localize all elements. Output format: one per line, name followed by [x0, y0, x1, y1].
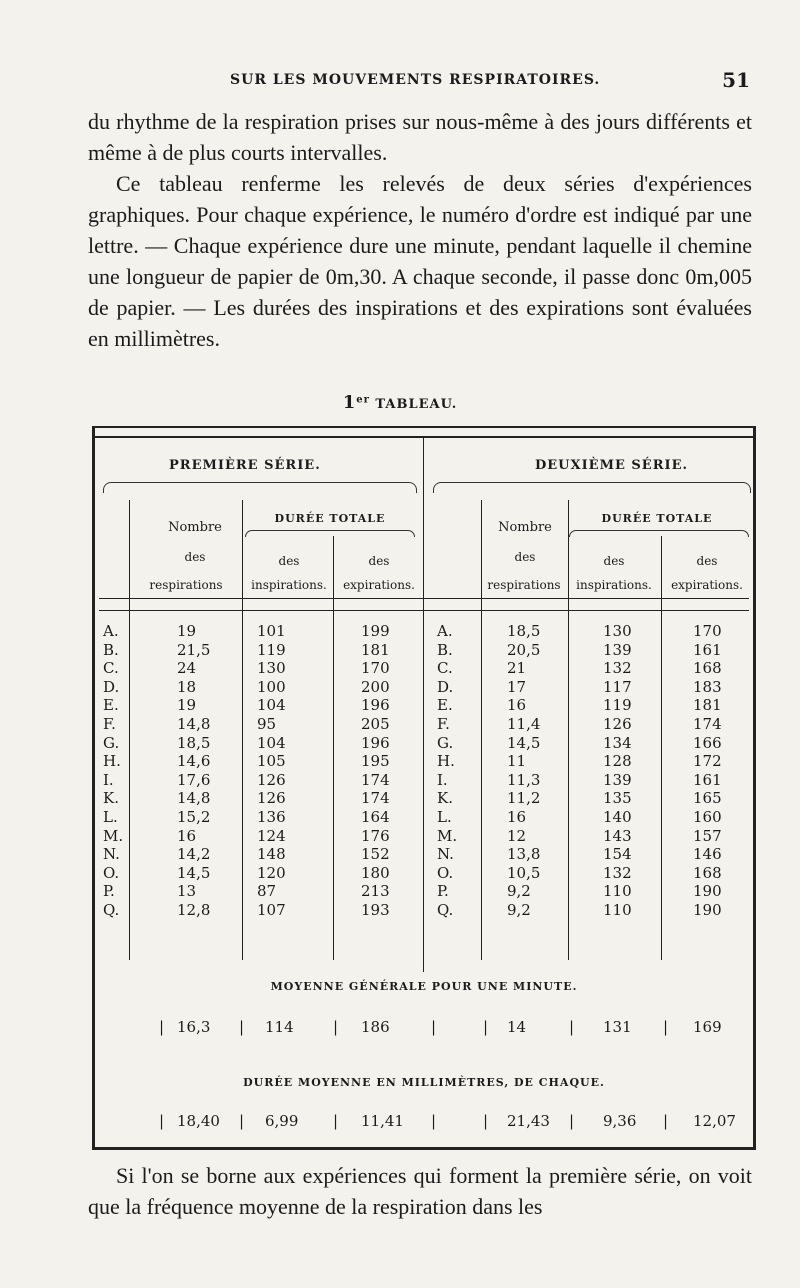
summary-value: 131 [603, 1018, 632, 1036]
column-separator: | [159, 1018, 165, 1036]
row-letter: M. [103, 826, 124, 845]
row-letter: K. [103, 789, 119, 808]
column-separator: | [569, 1018, 575, 1036]
row-letter: O. [437, 863, 454, 882]
inspirations-cell: 136 [257, 808, 286, 826]
expirations-cell: 174 [361, 789, 390, 808]
respirations-cell: 16 [507, 696, 527, 715]
row-letter: B. [437, 640, 453, 659]
inspirations-cell: 100 [257, 677, 286, 696]
series2-nombre: Nombre [498, 520, 552, 535]
expirations-cell: 152 [361, 845, 390, 864]
inspirations-cell: 130 [257, 659, 286, 678]
page-number: 51 [722, 68, 750, 92]
inspirations-cell: 117 [603, 677, 632, 696]
table-row [95, 752, 753, 770]
row-letter: A. [437, 622, 453, 640]
column-separator: | [239, 1112, 245, 1130]
expirations-cell: 213 [361, 882, 390, 901]
respirations-cell: 12,8 [177, 901, 211, 919]
inspirations-cell: 132 [603, 863, 632, 882]
inspirations-cell: 119 [257, 640, 286, 659]
respirations-cell: 14,8 [177, 715, 211, 733]
row-letter: K. [437, 789, 453, 808]
respirations-cell: 14,5 [177, 863, 211, 882]
row-letter: E. [437, 696, 453, 715]
respirations-cell: 11 [507, 752, 527, 771]
table-row [95, 678, 753, 696]
summary-value: 14 [507, 1018, 527, 1036]
series1-des-3: des [368, 554, 390, 568]
inspirations-cell: 135 [603, 789, 632, 808]
series1-nombre: Nombre [168, 520, 222, 535]
expirations-cell: 180 [361, 863, 390, 882]
row-letter: B. [103, 640, 119, 659]
series1-des-1: des [184, 550, 206, 564]
inspirations-cell: 119 [603, 696, 632, 715]
table-row [95, 789, 753, 807]
row-letter: F. [103, 715, 116, 733]
expirations-cell: 181 [361, 640, 390, 659]
row-letter: H. [103, 752, 121, 771]
respirations-cell: 20,5 [507, 640, 541, 659]
expirations-cell: 174 [693, 715, 722, 733]
column-separator: | [663, 1112, 669, 1130]
inspirations-cell: 128 [603, 752, 632, 771]
row-letter: L. [103, 808, 118, 826]
paragraph-3: Si l'on se borne aux expériences qui forment la première série, on voit que la fréquence moyenne de la respiration dans les [88, 1163, 752, 1219]
expirations-cell: 161 [693, 640, 722, 659]
table-caption [0, 392, 800, 413]
respirations-cell: 19 [177, 696, 197, 715]
expirations-cell: 172 [693, 752, 722, 771]
summary-value: 186 [361, 1018, 390, 1036]
respirations-cell: 17,6 [177, 770, 211, 789]
expirations-cell: 195 [361, 752, 390, 771]
expirations-cell: 164 [361, 808, 390, 826]
inspirations-cell: 95 [257, 715, 277, 733]
inspirations-cell: 143 [603, 826, 632, 845]
respirations-cell: 18,5 [177, 733, 211, 752]
row-letter: C. [103, 659, 119, 678]
inspirations-cell: 104 [257, 733, 286, 752]
inspirations-cell: 139 [603, 640, 632, 659]
row-letter: D. [437, 677, 454, 696]
row-letter: H. [437, 752, 455, 771]
inspirations-cell: 87 [257, 882, 277, 901]
respirations-cell: 13,8 [507, 845, 541, 864]
expirations-cell: 146 [693, 845, 722, 864]
table-caption-word: TABLEAU. [375, 397, 458, 412]
row-letter: F. [437, 715, 450, 733]
table-row [95, 659, 753, 677]
table-row [95, 771, 753, 789]
inspirations-cell: 132 [603, 659, 632, 678]
row-letter: G. [437, 733, 454, 752]
expirations-cell: 196 [361, 733, 390, 752]
expirations-cell: 190 [693, 901, 722, 919]
table-inner-rule [95, 436, 753, 438]
summary-value: 12,07 [693, 1112, 736, 1130]
series1-des-2: des [278, 554, 300, 568]
respirations-cell: 21 [507, 659, 527, 678]
duree-moyenne-title: DURÉE MOYENNE EN MILLIMÈTRES, DE CHAQUE. [243, 1076, 605, 1089]
inspirations-cell: 126 [257, 789, 286, 808]
inspirations-cell: 126 [603, 715, 632, 733]
inspirations-cell: 110 [603, 882, 632, 901]
series1-title: PREMIÈRE SÉRIE. [169, 458, 321, 473]
column-separator: | [663, 1018, 669, 1036]
expirations-cell: 174 [361, 770, 390, 789]
expirations-cell: 166 [693, 733, 722, 752]
table-row [95, 622, 753, 640]
paragraph-2: Ce tableau renferme les relevés de deux séries d'expériences graphiques. Pour chaque expérience, le numéro d'ordre est indiqué par une lettre. — Chaque expérience dure une minute, pendant laquelle il chemine une longueur de papier de 0m,30. A chaque seconde, il passe donc 0m,005 de papier. — Les durées des inspirations et des expirations sont évaluées en millimètres. [88, 171, 752, 351]
column-separator: | [159, 1112, 165, 1130]
series2-des-3: des [696, 554, 718, 568]
table-row [95, 882, 753, 900]
expirations-cell: 165 [693, 789, 722, 808]
column-separator: | [239, 1018, 245, 1036]
inspirations-cell: 120 [257, 863, 286, 882]
respirations-cell: 13 [177, 882, 197, 901]
series1-inspirations: inspirations. [251, 578, 327, 592]
row-letter: E. [103, 696, 119, 715]
series1-brace [103, 482, 417, 493]
respirations-cell: 11,2 [507, 789, 541, 808]
running-title: SUR LES MOUVEMENTS RESPIRATOIRES. [230, 72, 601, 88]
inspirations-cell: 104 [257, 696, 286, 715]
row-letter: D. [103, 677, 120, 696]
column-separator: | [569, 1112, 575, 1130]
paragraph-bottom [88, 1160, 752, 1222]
row-letter: P. [437, 882, 449, 901]
table-row [95, 641, 753, 659]
column-separator: | [483, 1018, 489, 1036]
summary-value: 9,36 [603, 1112, 637, 1130]
inspirations-cell: 126 [257, 770, 286, 789]
respirations-cell: 19 [177, 622, 197, 640]
series1-duree-totale: DURÉE TOTALE [274, 512, 386, 525]
summary-value: 16,3 [177, 1018, 211, 1036]
expirations-cell: 168 [693, 659, 722, 678]
expirations-cell: 196 [361, 696, 390, 715]
inspirations-cell: 130 [603, 622, 632, 640]
column-separator: | [431, 1112, 437, 1130]
summary-value: 18,40 [177, 1112, 220, 1130]
respirations-cell: 17 [507, 677, 527, 696]
expirations-cell: 168 [693, 863, 722, 882]
respirations-cell: 21,5 [177, 640, 211, 659]
expirations-cell: 160 [693, 808, 722, 826]
series2-respirations: respirations [487, 578, 561, 592]
respirations-cell: 24 [177, 659, 197, 678]
summary-value: 114 [265, 1018, 294, 1036]
row-letter: I. [437, 770, 448, 789]
respirations-cell: 11,4 [507, 715, 541, 733]
inspirations-cell: 105 [257, 752, 286, 771]
respirations-cell: 18,5 [507, 622, 541, 640]
respirations-cell: 9,2 [507, 882, 531, 901]
expirations-cell: 170 [693, 622, 722, 640]
row-letter: G. [103, 733, 120, 752]
expirations-cell: 157 [693, 826, 722, 845]
row-letter: Q. [437, 901, 454, 919]
respirations-cell: 14,6 [177, 752, 211, 771]
respirations-cell: 14,2 [177, 845, 211, 864]
inspirations-cell: 107 [257, 901, 286, 919]
header-rule-2 [99, 610, 749, 611]
table-caption-sup: er [356, 394, 370, 406]
inspirations-cell: 124 [257, 826, 286, 845]
table-row [95, 827, 753, 845]
header-rule [99, 598, 749, 599]
moyenne-title: MOYENNE GÉNÉRALE POUR UNE MINUTE. [270, 980, 578, 993]
series2-duree-totale: DURÉE TOTALE [601, 512, 713, 525]
respirations-cell: 14,8 [177, 789, 211, 808]
data-table [92, 426, 756, 1150]
column-separator: | [333, 1018, 339, 1036]
row-letter: N. [437, 845, 454, 864]
expirations-cell: 193 [361, 901, 390, 919]
column-separator: | [333, 1112, 339, 1130]
respirations-cell: 15,2 [177, 808, 211, 826]
summary-value: 21,43 [507, 1112, 550, 1130]
paragraph-top [88, 106, 752, 354]
table-caption-number: 1 [342, 392, 357, 413]
row-letter: I. [103, 770, 114, 789]
series1-expirations: expirations. [343, 578, 415, 592]
inspirations-cell: 110 [603, 901, 632, 919]
summary-value: 11,41 [361, 1112, 404, 1130]
respirations-cell: 16 [507, 808, 527, 826]
column-separator: | [483, 1112, 489, 1130]
inspirations-cell: 139 [603, 770, 632, 789]
inspirations-cell: 148 [257, 845, 286, 864]
expirations-cell: 190 [693, 882, 722, 901]
series2-title: DEUXIÈME SÉRIE. [535, 458, 689, 473]
respirations-cell: 18 [177, 677, 197, 696]
table-row [95, 864, 753, 882]
inspirations-cell: 101 [257, 622, 286, 640]
series2-inspirations: inspirations. [576, 578, 652, 592]
column-separator: | [431, 1018, 437, 1036]
expirations-cell: 161 [693, 770, 722, 789]
row-letter: M. [437, 826, 458, 845]
row-letter: Q. [103, 901, 120, 919]
row-letter: O. [103, 863, 120, 882]
table-row [95, 901, 753, 919]
expirations-cell: 183 [693, 677, 722, 696]
series1-respirations: respirations [149, 578, 223, 592]
respirations-cell: 14,5 [507, 733, 541, 752]
row-letter: P. [103, 882, 115, 901]
respirations-cell: 10,5 [507, 863, 541, 882]
expirations-cell: 170 [361, 659, 390, 678]
series2-brace [433, 482, 751, 493]
row-letter: A. [103, 622, 119, 640]
summary-value: 169 [693, 1018, 722, 1036]
table-row [95, 696, 753, 714]
table-row [95, 734, 753, 752]
expirations-cell: 199 [361, 622, 390, 640]
row-letter: N. [103, 845, 120, 864]
inspirations-cell: 134 [603, 733, 632, 752]
row-letter: L. [437, 808, 452, 826]
inspirations-cell: 140 [603, 808, 632, 826]
respirations-cell: 16 [177, 826, 197, 845]
series2-expirations: expirations. [671, 578, 743, 592]
expirations-cell: 176 [361, 826, 390, 845]
table-row [95, 808, 753, 826]
expirations-cell: 205 [361, 715, 390, 733]
respirations-cell: 9,2 [507, 901, 531, 919]
expirations-cell: 181 [693, 696, 722, 715]
series1-duree-brace [245, 530, 415, 537]
inspirations-cell: 154 [603, 845, 632, 864]
series2-duree-brace [569, 530, 749, 537]
expirations-cell: 200 [361, 677, 390, 696]
paragraph-1: du rhythme de la respiration prises sur nous-même à des jours différents et même à de plus courts intervalles. [88, 109, 752, 165]
table-row [95, 715, 753, 733]
table-row [95, 845, 753, 863]
respirations-cell: 11,3 [507, 770, 541, 789]
series2-des-2: des [603, 554, 625, 568]
summary-value: 6,99 [265, 1112, 299, 1130]
series2-des-1: des [514, 550, 536, 564]
row-letter: C. [437, 659, 453, 678]
respirations-cell: 12 [507, 826, 527, 845]
